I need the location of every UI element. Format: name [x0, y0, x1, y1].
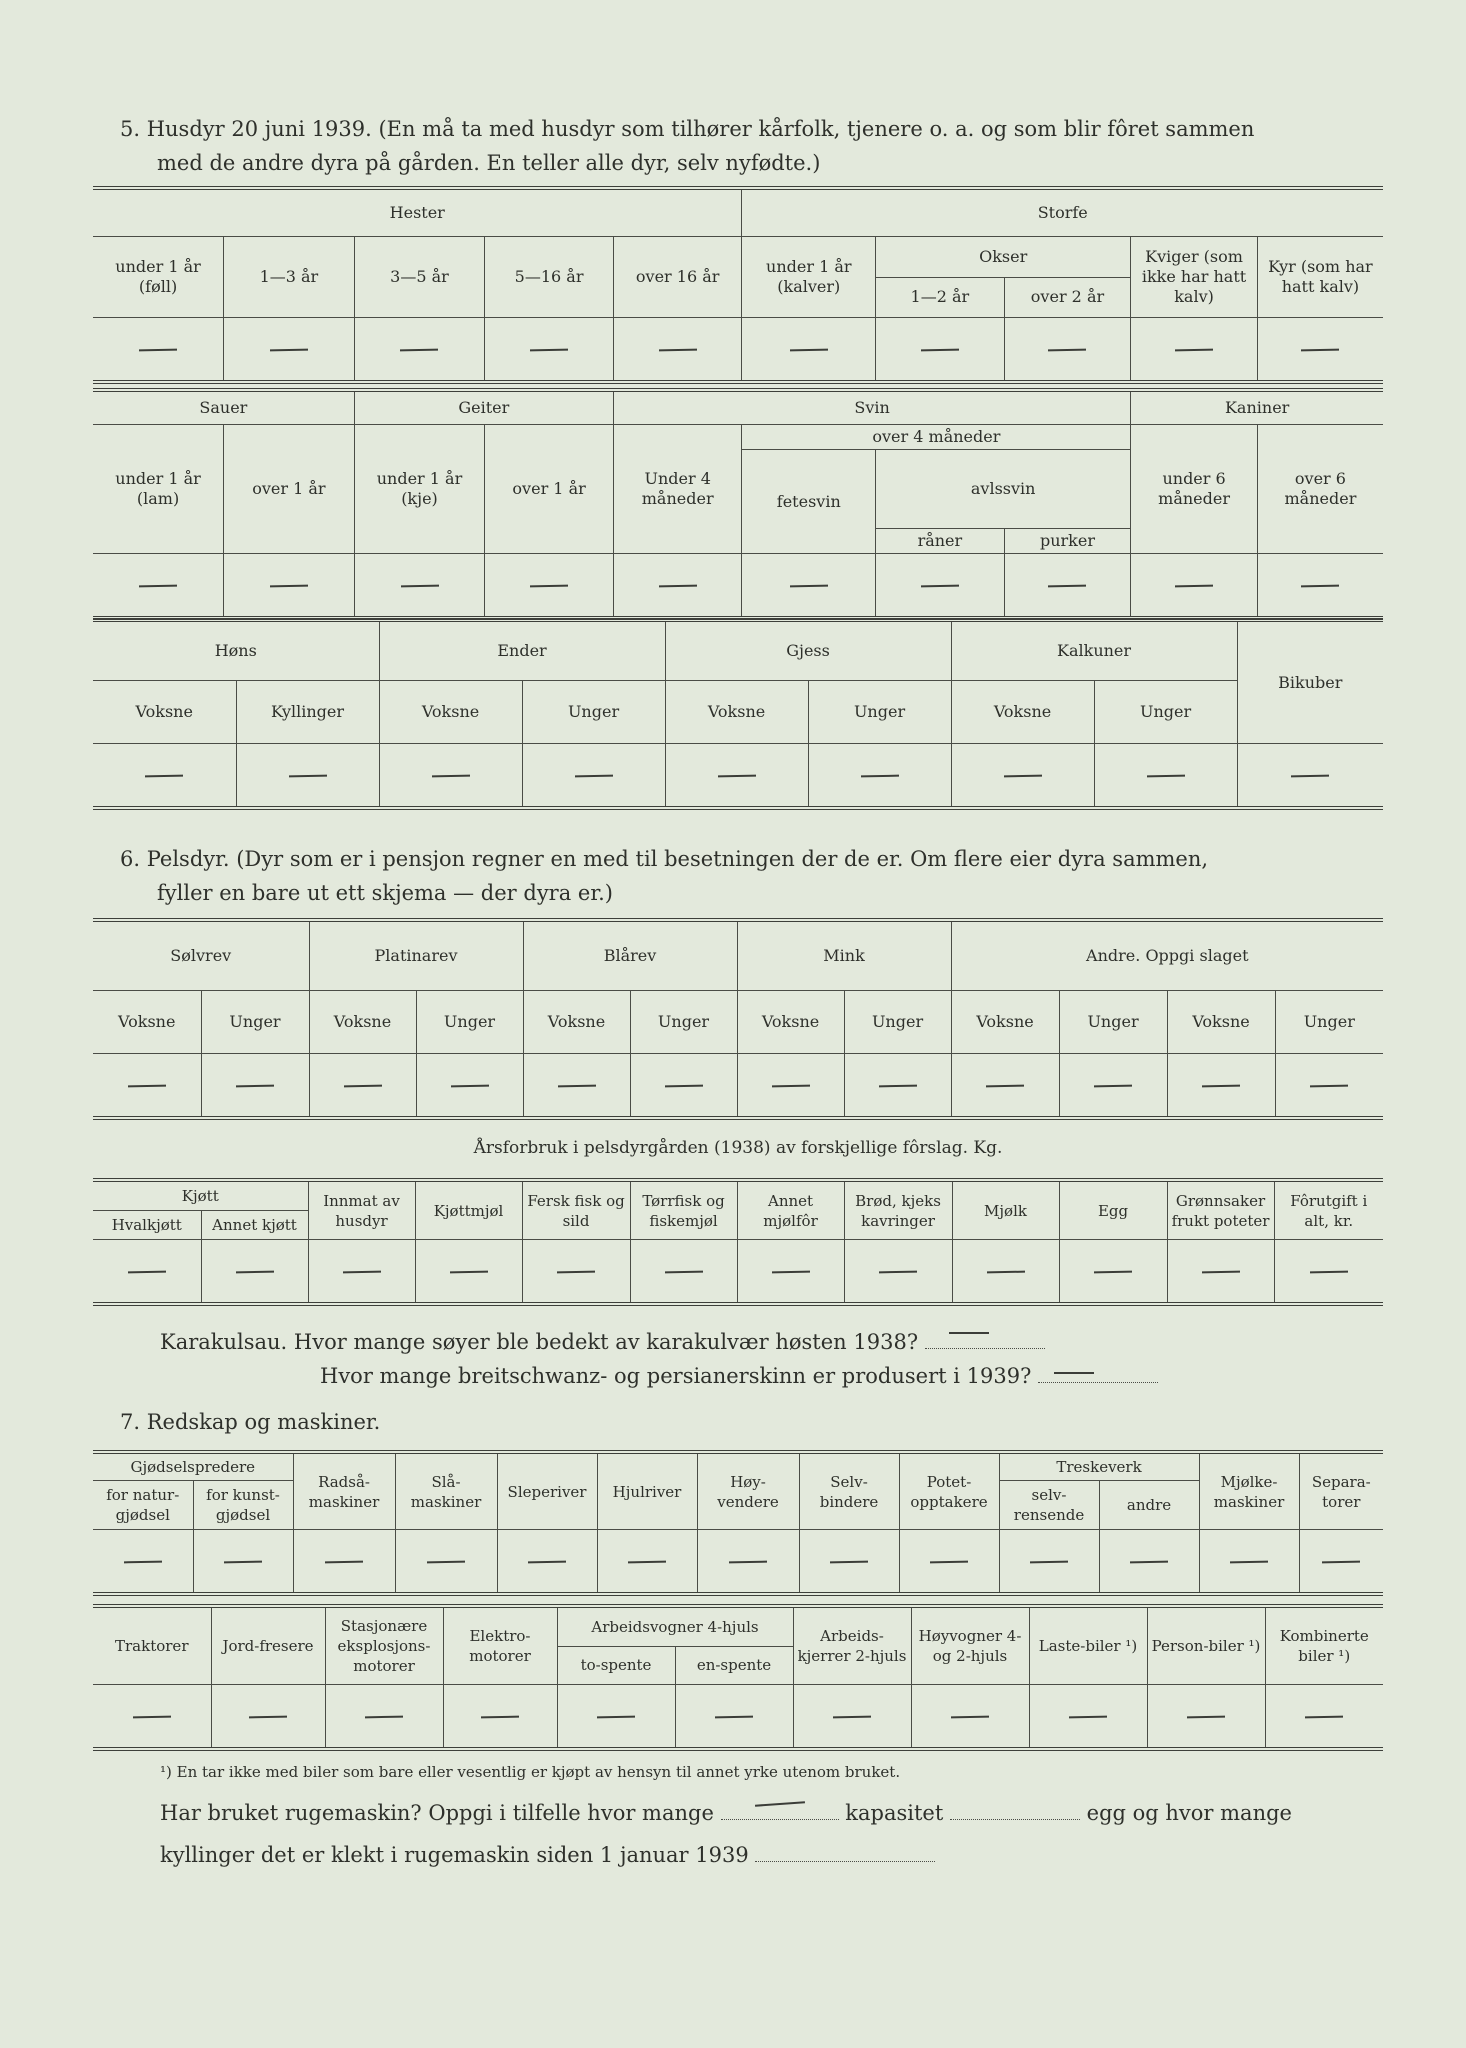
col-unger: Unger: [1275, 991, 1383, 1054]
entry-dash[interactable]: [1094, 1270, 1132, 1273]
entry-dash[interactable]: [432, 774, 470, 777]
entry-dash[interactable]: [790, 584, 828, 587]
entry-dash[interactable]: [1291, 774, 1329, 777]
entry-dash[interactable]: [528, 1560, 566, 1563]
entry-dash[interactable]: [1187, 1715, 1225, 1718]
entry-dash[interactable]: [325, 1560, 363, 1563]
entry-dash[interactable]: [124, 1560, 162, 1563]
section-6-intro-line-1: 6. Pelsdyr. (Dyr som er i pensjon regner en med til besetningen der de er. Om flere eier dyra sammen,: [120, 847, 1209, 871]
table-sauer-geiter-svin-kaniner: [93, 388, 1383, 620]
kapasitet-field[interactable]: [950, 1801, 1080, 1820]
entry-dash[interactable]: [400, 348, 438, 351]
col-over-16: over 16 år: [613, 237, 742, 318]
col-to-spente: to-spente: [557, 1646, 675, 1684]
karakul-line-1: [160, 1325, 1430, 1359]
col-voksne: Voksne: [309, 991, 416, 1054]
entry-dash[interactable]: [128, 1084, 166, 1087]
entry-dash[interactable]: [772, 1084, 810, 1087]
col-5-16: 5—16 år: [485, 237, 614, 318]
entry-dash[interactable]: [365, 1715, 403, 1718]
entry-dash[interactable]: [557, 1084, 595, 1087]
forbruk-values: [93, 1240, 1383, 1305]
col-hons-voksne: Voksne: [93, 681, 236, 744]
col-unger: Unger: [1059, 991, 1167, 1054]
entry-dash[interactable]: [1322, 1560, 1360, 1563]
col-gronnsaker: Grønnsaker frukt poteter: [1167, 1180, 1274, 1240]
col-kje: under 1 år (kje): [354, 425, 485, 554]
redskap-1-values: [93, 1530, 1383, 1595]
kyllinger-field[interactable]: [755, 1843, 935, 1862]
pelsdyr-values: [93, 1054, 1383, 1119]
col-brod: Brød, kjeks kavringer: [844, 1180, 952, 1240]
entry-dash[interactable]: [133, 1715, 171, 1718]
sauer-svin-values: [93, 554, 1383, 619]
hester-storfe-values: [93, 318, 1383, 383]
col-voksne: Voksne: [523, 991, 630, 1054]
entry-dash[interactable]: [1310, 1084, 1348, 1087]
entry-dash[interactable]: [530, 584, 568, 587]
col-gjess-voksne: Voksne: [665, 681, 808, 744]
entry-dash[interactable]: [659, 584, 697, 587]
table-hester-storfe: [93, 186, 1383, 384]
karakul-question-1: Karakulsau. Hvor mange søyer ble bedekt av karakulvær høsten 1938?: [160, 1330, 919, 1354]
rugemaskin-count-field[interactable]: [721, 1801, 839, 1820]
col-mjolk: Mjølk: [952, 1180, 1059, 1240]
col-hoyvendere: Høy-vendere: [697, 1452, 799, 1530]
entry-dash[interactable]: [986, 1084, 1024, 1087]
entry-dash[interactable]: [665, 1270, 703, 1273]
col-egg: Egg: [1059, 1180, 1167, 1240]
svin-over-4-header: over 4 måneder: [742, 425, 1131, 450]
col-radsa: Radså-maskiner: [293, 1452, 395, 1530]
entry-dash[interactable]: [1301, 584, 1339, 587]
section-6-intro-line-2: fyller en bare ut ett skjema — der dyra er.): [157, 881, 613, 905]
okser-header: Okser: [876, 237, 1131, 278]
table-forbruk: [93, 1178, 1383, 1306]
col-mjolkemaskiner: Mjølke-maskiner: [1199, 1452, 1299, 1530]
section-5-intro: [120, 112, 1390, 180]
col-fetesvin: fetesvin: [742, 450, 876, 554]
entry-dash: [755, 1801, 805, 1806]
avlssvin-header: avlssvin: [876, 450, 1131, 529]
entry-dash[interactable]: [235, 1270, 273, 1273]
andre-header: Andre. Oppgi slaget: [951, 920, 1383, 991]
table-redskap-2: [93, 1604, 1383, 1751]
col-1-3: 1—3 år: [224, 237, 355, 318]
col-annet-kjott: Annet kjøtt: [201, 1211, 308, 1240]
entry-dash[interactable]: [930, 1560, 968, 1563]
entry-dash[interactable]: [830, 1560, 868, 1563]
footnote-biler: ¹) En tar ikke med biler som bare eller vesentlig er kjøpt av hensyn til annet yrke utenom bruket.: [160, 1763, 901, 1781]
treskeverk-header: Treskeverk: [999, 1452, 1199, 1481]
col-naturgjodsel: for natur-gjødsel: [93, 1481, 193, 1530]
entry-dash[interactable]: [951, 1715, 989, 1718]
hester-header: Hester: [93, 188, 742, 237]
col-hvalkjott: Hvalkjøtt: [93, 1211, 201, 1240]
entry-dash[interactable]: [1069, 1715, 1107, 1718]
entry-dash[interactable]: [879, 1270, 917, 1273]
entry-dash[interactable]: [270, 584, 308, 587]
entry-dash[interactable]: [1048, 348, 1086, 351]
section-6-intro: [120, 842, 1390, 910]
col-forutgift: Fôrutgift i alt, kr.: [1274, 1180, 1383, 1240]
entry-dash[interactable]: [772, 1270, 810, 1273]
section-5-intro-line-2: med de andre dyra på gården. En teller alle dyr, selv nyfødte.): [157, 151, 821, 175]
platinarev-header: Platinarev: [309, 920, 523, 991]
col-3-5: 3—5 år: [354, 237, 485, 318]
col-kombinerte-biler: Kombinerte biler ¹): [1265, 1606, 1383, 1685]
entry-dash[interactable]: [1147, 774, 1185, 777]
col-kalkuner-voksne: Voksne: [951, 681, 1094, 744]
section-7-title: 7. Redskap og maskiner.: [120, 1410, 381, 1434]
gjess-header: Gjess: [665, 620, 951, 681]
col-elektromotorer: Elektro-motorer: [443, 1606, 557, 1685]
col-purker: purker: [1004, 529, 1131, 554]
col-kviger: Kviger (som ikke har hatt kalv): [1131, 237, 1258, 318]
entry-dash[interactable]: [288, 774, 326, 777]
col-traktorer: Traktorer: [93, 1606, 211, 1685]
kjott-header: Kjøtt: [93, 1180, 308, 1211]
table-redskap-1: [93, 1450, 1383, 1596]
col-voksne: Voksne: [951, 991, 1059, 1054]
solvrev-header: Sølvrev: [93, 920, 309, 991]
col-annet-mjolfor: Annet mjølfôr: [737, 1180, 844, 1240]
col-arbeidskjerrer: Arbeids-kjerrer 2-hjuls: [793, 1606, 911, 1685]
kalkuner-header: Kalkuner: [951, 620, 1237, 681]
entry-dash: [949, 1332, 989, 1334]
entry-dash[interactable]: [249, 1715, 287, 1718]
col-fersk-fisk: Fersk fisk og sild: [522, 1180, 630, 1240]
entry-dash[interactable]: [1202, 1270, 1240, 1273]
karakul-line-2: [160, 1359, 1430, 1393]
col-voksne: Voksne: [93, 991, 201, 1054]
entry-dash[interactable]: [597, 1715, 635, 1718]
col-sleperiver: Sleperiver: [497, 1452, 597, 1530]
entry-dash[interactable]: [481, 1715, 519, 1718]
egg-label: egg og hvor mange: [1086, 1801, 1292, 1825]
sauer-header: Sauer: [93, 390, 354, 425]
section-5-intro-line-1: 5. Husdyr 20 juni 1939. (En må ta med husdyr som tilhører kårfolk, tjenere o. a. og som blir fôret sammen: [120, 117, 1255, 141]
entry-dash[interactable]: [236, 1084, 274, 1087]
entry-dash[interactable]: [921, 348, 959, 351]
col-foll: under 1 år (føll): [93, 237, 224, 318]
rugemaskin-question: Har bruket rugemaskin? Oppgi i tilfelle hvor mange: [160, 1801, 714, 1825]
entry-dash[interactable]: [427, 1560, 465, 1563]
entry-dash[interactable]: [790, 348, 828, 351]
entry-dash[interactable]: [833, 1715, 871, 1718]
col-bikuber: Bikuber: [1237, 620, 1383, 744]
col-geit-over-1: over 1 år: [485, 425, 614, 554]
entry-dash[interactable]: [1130, 1560, 1168, 1563]
col-kalver: under 1 år (kalver): [742, 237, 876, 318]
entry-dash[interactable]: [1175, 584, 1213, 587]
storfe-header: Storfe: [742, 188, 1383, 237]
col-eksplosjonsmotorer: Stasjonære eksplosjons-motorer: [325, 1606, 443, 1685]
entry-dash[interactable]: [145, 774, 183, 777]
col-okser-1-2: 1—2 år: [876, 277, 1005, 318]
entry-dash[interactable]: [1175, 348, 1213, 351]
col-gjess-unger: Unger: [808, 681, 951, 744]
forbruk-title: Årsforbruk i pelsdyrgården (1938) av forskjellige fôrslag. Kg.: [473, 1138, 1003, 1158]
col-unger: Unger: [416, 991, 523, 1054]
entry-dash[interactable]: [139, 348, 177, 351]
entry-dash[interactable]: [1004, 774, 1042, 777]
col-unger: Unger: [844, 991, 951, 1054]
entry-dash[interactable]: [987, 1270, 1025, 1273]
arbeidsvogner-header: Arbeidsvogner 4-hjuls: [557, 1606, 793, 1646]
col-lam: under 1 år (lam): [93, 425, 224, 554]
entry-dash[interactable]: [128, 1270, 166, 1273]
entry-dash[interactable]: [1301, 348, 1339, 351]
entry-dash[interactable]: [1094, 1084, 1132, 1087]
hons-header: Høns: [93, 620, 379, 681]
entry-dash[interactable]: [1202, 1084, 1240, 1087]
fjorfe-values: [93, 744, 1383, 809]
col-selvrensende: selv-rensende: [999, 1481, 1099, 1530]
entry-dash[interactable]: [400, 584, 438, 587]
karakul-question-2: Hvor mange breitschwanz- og persianerskinn er produsert i 1939?: [320, 1364, 1032, 1388]
col-kjottmjol: Kjøttmjøl: [415, 1180, 522, 1240]
entry-dash[interactable]: [270, 348, 308, 351]
redskap-2-values: [93, 1685, 1383, 1750]
col-separatorer: Separa-torer: [1299, 1452, 1383, 1530]
col-andre: andre: [1099, 1481, 1199, 1530]
col-hoyvogner: Høyvogner 4- og 2-hjuls: [911, 1606, 1029, 1685]
rugemaskin-block: [160, 1792, 1430, 1876]
entry-dash[interactable]: [879, 1084, 917, 1087]
col-kyr: Kyr (som har hatt kalv): [1257, 237, 1383, 318]
col-okser-over-2: over 2 år: [1004, 277, 1131, 318]
entry-dash[interactable]: [729, 1560, 767, 1563]
entry-dash[interactable]: [450, 1084, 488, 1087]
kapasitet-label: kapasitet: [845, 1801, 944, 1825]
col-jordfresere: Jord-freserе: [211, 1606, 325, 1685]
entry-dash[interactable]: [343, 1084, 381, 1087]
entry-dash[interactable]: [557, 1270, 595, 1273]
karakul-answer-1[interactable]: [925, 1330, 1045, 1349]
col-kyllinger: Kyllinger: [236, 681, 379, 744]
rugemaskin-line-2: [160, 1834, 1430, 1876]
kaniner-header: Kaniner: [1131, 390, 1383, 425]
entry-dash[interactable]: [715, 1715, 753, 1718]
col-voksne: Voksne: [1167, 991, 1275, 1054]
karakul-block: [160, 1325, 1430, 1393]
karakul-answer-2[interactable]: [1038, 1364, 1158, 1383]
entry-dash[interactable]: [224, 1560, 262, 1563]
entry-dash[interactable]: [1048, 584, 1086, 587]
entry-dash[interactable]: [628, 1560, 666, 1563]
entry-dash[interactable]: [921, 584, 959, 587]
entry-dash[interactable]: [664, 1084, 702, 1087]
col-unger: Unger: [201, 991, 309, 1054]
entry-dash[interactable]: [718, 774, 756, 777]
col-raner: råner: [876, 529, 1005, 554]
entry-dash[interactable]: [659, 348, 697, 351]
col-kunstgjodsel: for kunst-gjødsel: [193, 1481, 293, 1530]
col-kanin-over-6: over 6 måneder: [1257, 425, 1383, 554]
entry-dash[interactable]: [1230, 1560, 1268, 1563]
entry-dash[interactable]: [530, 348, 568, 351]
entry-dash[interactable]: [450, 1270, 488, 1273]
col-hjulriver: Hjulriver: [597, 1452, 697, 1530]
col-en-spente: en-spente: [675, 1646, 793, 1684]
rugemaskin-line-1: [160, 1792, 1430, 1834]
entry-dash[interactable]: [861, 774, 899, 777]
entry-dash[interactable]: [575, 774, 613, 777]
col-sau-over-1: over 1 år: [224, 425, 355, 554]
entry-dash[interactable]: [1310, 1270, 1348, 1273]
blarev-header: Blårev: [523, 920, 737, 991]
ender-header: Ender: [379, 620, 665, 681]
geiter-header: Geiter: [354, 390, 613, 425]
svin-header: Svin: [613, 390, 1130, 425]
col-unger: Unger: [630, 991, 737, 1054]
col-kalkuner-unger: Unger: [1094, 681, 1237, 744]
entry-dash: [1054, 1372, 1094, 1374]
entry-dash[interactable]: [1305, 1715, 1343, 1718]
col-selvbindere: Selv-bindere: [799, 1452, 899, 1530]
col-sla: Slå-maskiner: [395, 1452, 497, 1530]
col-innmat: Innmat av husdyr: [308, 1180, 415, 1240]
mink-header: Mink: [737, 920, 951, 991]
col-kanin-under-6: under 6 måneder: [1131, 425, 1258, 554]
entry-dash[interactable]: [343, 1270, 381, 1273]
table-fjorfe: [93, 618, 1383, 810]
gjodsel-header: Gjødselspredere: [93, 1452, 293, 1481]
entry-dash[interactable]: [1030, 1560, 1068, 1563]
col-torrfisk: Tørrfisk og fiskemjøl: [630, 1180, 737, 1240]
entry-dash[interactable]: [139, 584, 177, 587]
col-ender-unger: Unger: [522, 681, 665, 744]
col-ender-voksne: Voksne: [379, 681, 522, 744]
col-svin-under-4: Under 4 måneder: [613, 425, 742, 554]
col-voksne: Voksne: [737, 991, 844, 1054]
kyllinger-question: kyllinger det er klekt i rugemaskin siden 1 januar 1939: [160, 1843, 749, 1867]
col-personbiler: Person-biler ¹): [1147, 1606, 1265, 1685]
table-pelsdyr: [93, 918, 1383, 1120]
col-lastebiler: Laste-biler ¹): [1029, 1606, 1147, 1685]
col-potetopptakere: Potet-opptakere: [899, 1452, 999, 1530]
